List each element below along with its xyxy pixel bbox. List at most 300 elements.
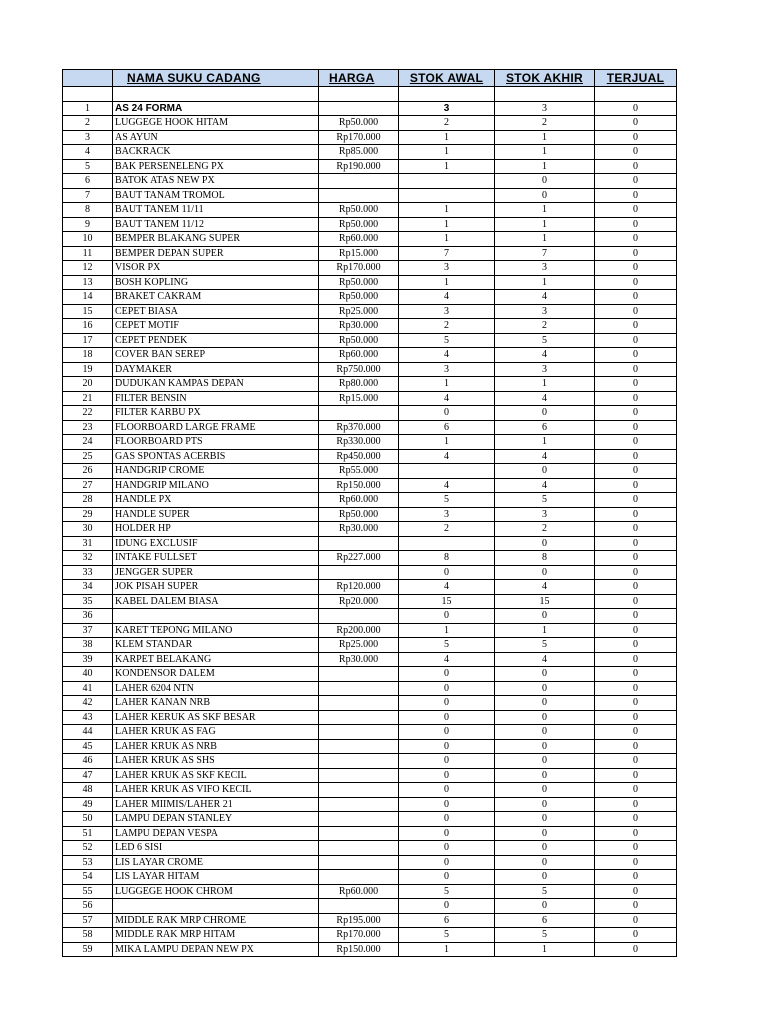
cell-stok-awal: 0 bbox=[399, 667, 495, 682]
table-row bbox=[63, 942, 677, 957]
cell-name: AS 24 FORMA bbox=[113, 101, 319, 116]
cell-stok-akhir: 5 bbox=[495, 928, 595, 943]
table-row bbox=[63, 348, 677, 363]
cell-no: 33 bbox=[63, 565, 113, 580]
cell-stok-akhir: 0 bbox=[495, 783, 595, 798]
cell-harga bbox=[319, 174, 399, 189]
cell-no: 53 bbox=[63, 855, 113, 870]
cell-stok-awal: 1 bbox=[399, 145, 495, 160]
cell-name: CEPET PENDEK bbox=[113, 333, 319, 348]
cell-stok-awal: 4 bbox=[399, 449, 495, 464]
table-row bbox=[63, 246, 677, 261]
cell-stok-akhir: 3 bbox=[495, 304, 595, 319]
cell-stok-awal: 2 bbox=[399, 522, 495, 537]
header-no bbox=[63, 70, 113, 87]
cell-harga: Rp370.000 bbox=[319, 420, 399, 435]
cell-name: LAHER KRUK AS FAG bbox=[113, 725, 319, 740]
cell-stok-akhir: 0 bbox=[495, 797, 595, 812]
cell-stok-awal: 1 bbox=[399, 623, 495, 638]
cell-terjual: 0 bbox=[595, 580, 677, 595]
cell-stok-akhir: 0 bbox=[495, 768, 595, 783]
cell-no: 46 bbox=[63, 754, 113, 769]
cell-no: 44 bbox=[63, 725, 113, 740]
cell-name: KARPET BELAKANG bbox=[113, 652, 319, 667]
cell-name: DAYMAKER bbox=[113, 362, 319, 377]
cell-stok-akhir: 3 bbox=[495, 507, 595, 522]
cell-name: FILTER KARBU PX bbox=[113, 406, 319, 421]
cell-no: 29 bbox=[63, 507, 113, 522]
header-stok-awal: STOK AWAL bbox=[399, 70, 495, 87]
cell-name: HANDGRIP CROME bbox=[113, 464, 319, 479]
cell-no: 11 bbox=[63, 246, 113, 261]
cell-stok-akhir: 5 bbox=[495, 333, 595, 348]
cell-stok-akhir: 0 bbox=[495, 826, 595, 841]
cell-stok-akhir: 1 bbox=[495, 275, 595, 290]
cell-harga bbox=[319, 101, 399, 116]
cell-terjual: 0 bbox=[595, 188, 677, 203]
cell-terjual: 0 bbox=[595, 899, 677, 914]
cell-stok-awal: 1 bbox=[399, 435, 495, 450]
cell-name: FLOORBOARD LARGE FRAME bbox=[113, 420, 319, 435]
cell-terjual: 0 bbox=[595, 884, 677, 899]
cell-name: MIKA LAMPU DEPAN NEW PX bbox=[113, 942, 319, 957]
cell-no: 58 bbox=[63, 928, 113, 943]
cell-stok-awal: 0 bbox=[399, 812, 495, 827]
cell-terjual: 0 bbox=[595, 652, 677, 667]
table-row bbox=[63, 754, 677, 769]
cell-terjual: 0 bbox=[595, 855, 677, 870]
cell-stok-akhir: 6 bbox=[495, 420, 595, 435]
cell-stok-akhir: 1 bbox=[495, 232, 595, 247]
cell-terjual: 0 bbox=[595, 768, 677, 783]
table-row bbox=[63, 783, 677, 798]
cell-terjual: 0 bbox=[595, 522, 677, 537]
cell-terjual: 0 bbox=[595, 362, 677, 377]
cell-stok-awal: 0 bbox=[399, 565, 495, 580]
cell-stok-awal: 3 bbox=[399, 261, 495, 276]
table-row bbox=[63, 797, 677, 812]
cell-stok-awal: 1 bbox=[399, 203, 495, 218]
cell-name: BATOK ATAS NEW PX bbox=[113, 174, 319, 189]
table-row bbox=[63, 406, 677, 421]
cell-stok-akhir: 3 bbox=[495, 261, 595, 276]
cell-terjual: 0 bbox=[595, 507, 677, 522]
cell-harga: Rp50.000 bbox=[319, 275, 399, 290]
cell-harga bbox=[319, 667, 399, 682]
cell-stok-akhir: 4 bbox=[495, 652, 595, 667]
cell-stok-akhir: 3 bbox=[495, 101, 595, 116]
cell-no: 7 bbox=[63, 188, 113, 203]
cell-no: 21 bbox=[63, 391, 113, 406]
table-row bbox=[63, 188, 677, 203]
cell-harga bbox=[319, 725, 399, 740]
cell-terjual: 0 bbox=[595, 319, 677, 334]
cell-stok-akhir: 4 bbox=[495, 391, 595, 406]
cell-stok-awal: 1 bbox=[399, 232, 495, 247]
cell-stok-awal: 0 bbox=[399, 406, 495, 421]
cell-no: 14 bbox=[63, 290, 113, 305]
table-row bbox=[63, 855, 677, 870]
cell-name: JENGGER SUPER bbox=[113, 565, 319, 580]
cell-harga: Rp25.000 bbox=[319, 304, 399, 319]
cell-stok-akhir: 3 bbox=[495, 362, 595, 377]
cell-terjual: 0 bbox=[595, 638, 677, 653]
cell-stok-awal bbox=[399, 464, 495, 479]
cell-no: 22 bbox=[63, 406, 113, 421]
table-row bbox=[63, 899, 677, 914]
cell-harga: Rp15.000 bbox=[319, 246, 399, 261]
table-row bbox=[63, 159, 677, 174]
cell-name: FLOORBOARD PTS bbox=[113, 435, 319, 450]
table-row bbox=[63, 928, 677, 943]
cell-stok-awal: 6 bbox=[399, 420, 495, 435]
cell-terjual: 0 bbox=[595, 333, 677, 348]
cell-stok-akhir: 0 bbox=[495, 609, 595, 624]
cell-name bbox=[113, 609, 319, 624]
cell-stok-awal: 0 bbox=[399, 870, 495, 885]
cell-terjual: 0 bbox=[595, 667, 677, 682]
table-row bbox=[63, 116, 677, 131]
cell-name: MIDDLE RAK MRP CHROME bbox=[113, 913, 319, 928]
cell-name: BACKRACK bbox=[113, 145, 319, 160]
table-row bbox=[63, 130, 677, 145]
cell-no: 48 bbox=[63, 783, 113, 798]
cell-no: 1 bbox=[63, 101, 113, 116]
cell-terjual: 0 bbox=[595, 478, 677, 493]
table-row bbox=[63, 478, 677, 493]
table-row bbox=[63, 420, 677, 435]
cell-terjual: 0 bbox=[595, 710, 677, 725]
cell-terjual: 0 bbox=[595, 841, 677, 856]
table-row bbox=[63, 638, 677, 653]
cell-stok-awal: 0 bbox=[399, 797, 495, 812]
cell-name: KLEM STANDAR bbox=[113, 638, 319, 653]
table-row bbox=[63, 812, 677, 827]
cell-harga: Rp60.000 bbox=[319, 232, 399, 247]
cell-no: 13 bbox=[63, 275, 113, 290]
cell-stok-awal bbox=[399, 188, 495, 203]
cell-stok-awal: 4 bbox=[399, 478, 495, 493]
cell-name: LAHER KRUK AS SKF KECIL bbox=[113, 768, 319, 783]
cell-harga bbox=[319, 681, 399, 696]
cell-name: HOLDER HP bbox=[113, 522, 319, 537]
cell-stok-akhir: 0 bbox=[495, 188, 595, 203]
table-row bbox=[63, 652, 677, 667]
cell-no: 36 bbox=[63, 609, 113, 624]
cell-no: 49 bbox=[63, 797, 113, 812]
cell-harga: Rp30.000 bbox=[319, 652, 399, 667]
cell-stok-awal: 5 bbox=[399, 638, 495, 653]
cell-harga: Rp50.000 bbox=[319, 333, 399, 348]
cell-stok-akhir: 4 bbox=[495, 580, 595, 595]
cell-no: 16 bbox=[63, 319, 113, 334]
cell-stok-akhir: 5 bbox=[495, 884, 595, 899]
cell-harga: Rp190.000 bbox=[319, 159, 399, 174]
cell-terjual: 0 bbox=[595, 116, 677, 131]
cell-terjual: 0 bbox=[595, 275, 677, 290]
cell-no: 9 bbox=[63, 217, 113, 232]
cell-terjual: 0 bbox=[595, 420, 677, 435]
cell-terjual: 0 bbox=[595, 913, 677, 928]
cell-harga: Rp30.000 bbox=[319, 522, 399, 537]
cell-harga bbox=[319, 754, 399, 769]
cell-no: 28 bbox=[63, 493, 113, 508]
cell-stok-akhir: 5 bbox=[495, 638, 595, 653]
cell-name: LUGGEGE HOOK HITAM bbox=[113, 116, 319, 131]
cell-no: 43 bbox=[63, 710, 113, 725]
cell-terjual: 0 bbox=[595, 174, 677, 189]
cell-name: BAUT TANEM 11/12 bbox=[113, 217, 319, 232]
table-row bbox=[63, 217, 677, 232]
cell-harga bbox=[319, 536, 399, 551]
cell-stok-akhir: 0 bbox=[495, 841, 595, 856]
cell-harga: Rp150.000 bbox=[319, 478, 399, 493]
cell-harga: Rp25.000 bbox=[319, 638, 399, 653]
header-stok-akhir: STOK AKHIR bbox=[495, 70, 595, 87]
table-row bbox=[63, 841, 677, 856]
cell-terjual: 0 bbox=[595, 826, 677, 841]
cell-name: BOSH KOPLING bbox=[113, 275, 319, 290]
cell-stok-awal: 6 bbox=[399, 913, 495, 928]
cell-terjual: 0 bbox=[595, 812, 677, 827]
table-row bbox=[63, 435, 677, 450]
cell-stok-awal: 0 bbox=[399, 899, 495, 914]
cell-name: LAMPU DEPAN STANLEY bbox=[113, 812, 319, 827]
cell-terjual: 0 bbox=[595, 870, 677, 885]
table-row bbox=[63, 507, 677, 522]
cell-stok-akhir: 0 bbox=[495, 754, 595, 769]
cell-stok-awal: 0 bbox=[399, 681, 495, 696]
cell-no: 35 bbox=[63, 594, 113, 609]
cell-name: BEMPER BLAKANG SUPER bbox=[113, 232, 319, 247]
table-body bbox=[63, 87, 677, 957]
cell-stok-akhir: 1 bbox=[495, 377, 595, 392]
cell-terjual: 0 bbox=[595, 783, 677, 798]
cell-no: 5 bbox=[63, 159, 113, 174]
cell-harga bbox=[319, 768, 399, 783]
cell-no: 24 bbox=[63, 435, 113, 450]
cell-name: LAHER KERUK AS SKF BESAR bbox=[113, 710, 319, 725]
cell-stok-akhir: 8 bbox=[495, 551, 595, 566]
cell-no: 57 bbox=[63, 913, 113, 928]
cell-stok-akhir: 1 bbox=[495, 203, 595, 218]
table-row bbox=[63, 290, 677, 305]
cell-name: LAMPU DEPAN VESPA bbox=[113, 826, 319, 841]
cell-name: LAHER MIIMIS/LAHER 21 bbox=[113, 797, 319, 812]
cell-no: 30 bbox=[63, 522, 113, 537]
cell-terjual: 0 bbox=[595, 739, 677, 754]
cell-harga bbox=[319, 826, 399, 841]
cell-harga: Rp85.000 bbox=[319, 145, 399, 160]
cell-stok-akhir: 1 bbox=[495, 623, 595, 638]
table-row bbox=[63, 232, 677, 247]
cell-stok-akhir: 0 bbox=[495, 406, 595, 421]
table-row bbox=[63, 913, 677, 928]
cell-no: 45 bbox=[63, 739, 113, 754]
cell-terjual: 0 bbox=[595, 348, 677, 363]
cell-terjual: 0 bbox=[595, 696, 677, 711]
cell-stok-awal: 0 bbox=[399, 725, 495, 740]
cell-terjual: 0 bbox=[595, 928, 677, 943]
table-row bbox=[63, 551, 677, 566]
cell-no: 20 bbox=[63, 377, 113, 392]
table-row bbox=[63, 739, 677, 754]
cell-terjual: 0 bbox=[595, 493, 677, 508]
cell-stok-awal: 0 bbox=[399, 696, 495, 711]
cell-stok-akhir: 2 bbox=[495, 319, 595, 334]
cell-stok-awal: 8 bbox=[399, 551, 495, 566]
cell-no: 31 bbox=[63, 536, 113, 551]
table-row bbox=[63, 580, 677, 595]
cell-stok-awal bbox=[399, 536, 495, 551]
table-row bbox=[63, 594, 677, 609]
cell-stok-awal: 3 bbox=[399, 507, 495, 522]
cell-stok-akhir: 0 bbox=[495, 536, 595, 551]
cell-stok-akhir: 0 bbox=[495, 667, 595, 682]
cell-harga: Rp170.000 bbox=[319, 928, 399, 943]
cell-name: LAHER KRUK AS NRB bbox=[113, 739, 319, 754]
cell-stok-akhir: 0 bbox=[495, 725, 595, 740]
cell-terjual: 0 bbox=[595, 435, 677, 450]
cell-stok-awal bbox=[399, 174, 495, 189]
cell-no: 34 bbox=[63, 580, 113, 595]
cell-harga bbox=[319, 812, 399, 827]
cell-harga: Rp150.000 bbox=[319, 942, 399, 957]
cell-no: 40 bbox=[63, 667, 113, 682]
cell-harga: Rp50.000 bbox=[319, 507, 399, 522]
cell-terjual: 0 bbox=[595, 406, 677, 421]
cell-name: KARET TEPONG MILANO bbox=[113, 623, 319, 638]
table-row bbox=[63, 681, 677, 696]
cell-stok-awal: 4 bbox=[399, 652, 495, 667]
cell-harga: Rp227.000 bbox=[319, 551, 399, 566]
cell-no: 54 bbox=[63, 870, 113, 885]
cell-terjual: 0 bbox=[595, 159, 677, 174]
cell-name: GAS SPONTAS ACERBIS bbox=[113, 449, 319, 464]
table-row bbox=[63, 536, 677, 551]
table-row bbox=[63, 725, 677, 740]
cell-no: 12 bbox=[63, 261, 113, 276]
cell-harga bbox=[319, 739, 399, 754]
cell-stok-akhir: 0 bbox=[495, 464, 595, 479]
cell-stok-awal: 0 bbox=[399, 841, 495, 856]
cell-terjual: 0 bbox=[595, 623, 677, 638]
cell-terjual: 0 bbox=[595, 290, 677, 305]
cell-name: HANDGRIP MILANO bbox=[113, 478, 319, 493]
table-row bbox=[63, 101, 677, 116]
cell-no: 38 bbox=[63, 638, 113, 653]
table-row bbox=[63, 362, 677, 377]
cell-stok-awal: 5 bbox=[399, 884, 495, 899]
cell-stok-akhir: 1 bbox=[495, 435, 595, 450]
cell-name: LAHER KRUK AS VIFO KECIL bbox=[113, 783, 319, 798]
cell-no: 56 bbox=[63, 899, 113, 914]
table-row bbox=[63, 261, 677, 276]
table-row bbox=[63, 275, 677, 290]
header-name: NAMA SUKU CADANG bbox=[113, 70, 319, 87]
cell-stok-akhir: 15 bbox=[495, 594, 595, 609]
cell-name: LAHER KANAN NRB bbox=[113, 696, 319, 711]
cell-harga: Rp60.000 bbox=[319, 884, 399, 899]
cell-name: KABEL DALEM BIASA bbox=[113, 594, 319, 609]
cell-stok-akhir: 0 bbox=[495, 681, 595, 696]
cell-harga: Rp50.000 bbox=[319, 217, 399, 232]
cell-stok-awal: 3 bbox=[399, 101, 495, 116]
cell-harga: Rp170.000 bbox=[319, 130, 399, 145]
cell-stok-awal: 0 bbox=[399, 783, 495, 798]
table-row bbox=[63, 203, 677, 218]
cell-stok-awal: 1 bbox=[399, 377, 495, 392]
cell-no: 27 bbox=[63, 478, 113, 493]
cell-no: 6 bbox=[63, 174, 113, 189]
cell-stok-akhir: 4 bbox=[495, 348, 595, 363]
cell-harga bbox=[319, 710, 399, 725]
cell-stok-awal: 1 bbox=[399, 942, 495, 957]
cell-stok-akhir: 0 bbox=[495, 696, 595, 711]
cell-terjual: 0 bbox=[595, 536, 677, 551]
cell-stok-akhir: 0 bbox=[495, 855, 595, 870]
cell-harga: Rp50.000 bbox=[319, 290, 399, 305]
cell-stok-akhir: 1 bbox=[495, 159, 595, 174]
cell-stok-akhir: 0 bbox=[495, 739, 595, 754]
cell-no: 8 bbox=[63, 203, 113, 218]
cell-stok-akhir: 2 bbox=[495, 116, 595, 131]
cell-terjual: 0 bbox=[595, 261, 677, 276]
cell-stok-awal: 2 bbox=[399, 116, 495, 131]
cell-terjual: 0 bbox=[595, 609, 677, 624]
cell-stok-awal: 4 bbox=[399, 391, 495, 406]
cell-harga bbox=[319, 841, 399, 856]
table-row bbox=[63, 145, 677, 160]
cell-harga: Rp15.000 bbox=[319, 391, 399, 406]
cell-name: CEPET MOTIF bbox=[113, 319, 319, 334]
cell-name: LAHER KRUK AS SHS bbox=[113, 754, 319, 769]
cell-harga: Rp170.000 bbox=[319, 261, 399, 276]
cell-name: LED 6 SISI bbox=[113, 841, 319, 856]
cell-terjual: 0 bbox=[595, 145, 677, 160]
cell-terjual: 0 bbox=[595, 449, 677, 464]
cell-name: BAK PERSENELENG PX bbox=[113, 159, 319, 174]
cell-name: JOK PISAH SUPER bbox=[113, 580, 319, 595]
cell-harga bbox=[319, 609, 399, 624]
cell-no: 51 bbox=[63, 826, 113, 841]
cell-name bbox=[113, 899, 319, 914]
cell-harga: Rp50.000 bbox=[319, 203, 399, 218]
cell-stok-awal: 0 bbox=[399, 754, 495, 769]
cell-harga: Rp450.000 bbox=[319, 449, 399, 464]
cell-no: 59 bbox=[63, 942, 113, 957]
cell-name: FILTER BENSIN bbox=[113, 391, 319, 406]
cell-terjual: 0 bbox=[595, 725, 677, 740]
cell-no: 41 bbox=[63, 681, 113, 696]
table-row bbox=[63, 522, 677, 537]
table-row bbox=[63, 464, 677, 479]
cell-stok-akhir: 1 bbox=[495, 942, 595, 957]
cell-stok-awal: 1 bbox=[399, 275, 495, 290]
cell-stok-akhir: 2 bbox=[495, 522, 595, 537]
cell-harga bbox=[319, 899, 399, 914]
cell-terjual: 0 bbox=[595, 304, 677, 319]
cell-name: LIS LAYAR HITAM bbox=[113, 870, 319, 885]
cell-name: BAUT TANEM 11/11 bbox=[113, 203, 319, 218]
cell-stok-awal: 4 bbox=[399, 580, 495, 595]
cell-terjual: 0 bbox=[595, 232, 677, 247]
cell-stok-awal: 15 bbox=[399, 594, 495, 609]
cell-stok-akhir: 0 bbox=[495, 565, 595, 580]
cell-harga: Rp20.000 bbox=[319, 594, 399, 609]
cell-stok-awal: 0 bbox=[399, 826, 495, 841]
cell-harga bbox=[319, 783, 399, 798]
